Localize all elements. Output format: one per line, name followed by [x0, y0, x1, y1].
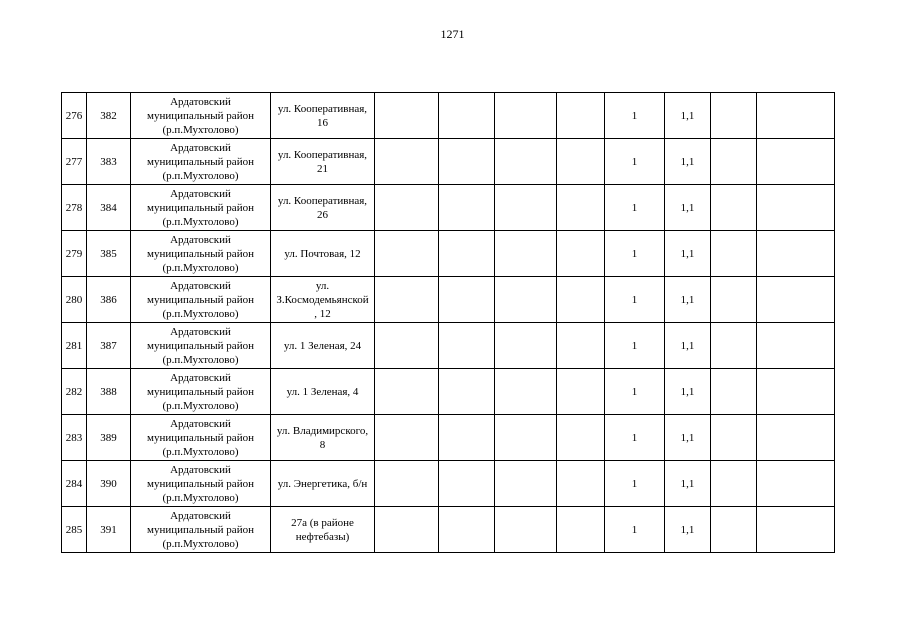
object-id-cell: 385: [87, 231, 131, 277]
col8-cell: [557, 277, 605, 323]
address-cell: [271, 139, 375, 185]
object-id-cell: 388: [87, 369, 131, 415]
address-line: нефтебазы): [295, 530, 350, 543]
col6-cell: [439, 139, 495, 185]
district-line: муниципальный район: [147, 247, 254, 260]
district-cell: [131, 231, 271, 277]
col6-cell: [439, 185, 495, 231]
table-row: [62, 139, 835, 185]
row-number-cell: 279: [62, 231, 87, 277]
district-line: муниципальный район: [147, 293, 254, 306]
col12-cell: [757, 277, 835, 323]
district-cell: [131, 139, 271, 185]
district-cell: [131, 507, 271, 553]
row-number-cell: 283: [62, 415, 87, 461]
object-id-cell: 390: [87, 461, 131, 507]
district-line: (р.п.Мухтолово): [162, 491, 239, 504]
district-line: муниципальный район: [147, 109, 254, 122]
col7-cell: [495, 507, 557, 553]
object-id-cell: 387: [87, 323, 131, 369]
district-line: Ардатовский: [170, 417, 231, 430]
value-cell: 1,1: [665, 461, 711, 507]
col12-cell: [757, 461, 835, 507]
address-line: ул. 1 Зеленая, 4: [286, 385, 359, 398]
district-line: Ардатовский: [170, 371, 231, 384]
col12-cell: [757, 185, 835, 231]
value-cell: 1,1: [665, 277, 711, 323]
address-line: ул. Почтовая, 12: [284, 247, 361, 260]
col12-cell: [757, 231, 835, 277]
address-cell: [271, 323, 375, 369]
col7-cell: [495, 93, 557, 139]
table-row: [62, 323, 835, 369]
col5-cell: [375, 323, 439, 369]
count-cell: 1: [605, 93, 665, 139]
district-line: (р.п.Мухтолово): [162, 353, 239, 366]
col7-cell: [495, 415, 557, 461]
count-cell: 1: [605, 461, 665, 507]
address-cell: [271, 231, 375, 277]
count-cell: 1: [605, 507, 665, 553]
address-line: З.Космодемьянской: [276, 293, 369, 306]
district-cell: [131, 185, 271, 231]
col7-cell: [495, 139, 557, 185]
object-id-cell: 391: [87, 507, 131, 553]
district-line: Ардатовский: [170, 463, 231, 476]
district-line: Ардатовский: [170, 141, 231, 154]
district-line: (р.п.Мухтолово): [162, 399, 239, 412]
col6-cell: [439, 415, 495, 461]
address-line: 27а (в районе: [291, 516, 354, 529]
value-cell: 1,1: [665, 185, 711, 231]
row-number-cell: 277: [62, 139, 87, 185]
district-line: Ардатовский: [170, 95, 231, 108]
table-row: [62, 277, 835, 323]
data-table: [61, 92, 835, 553]
col8-cell: [557, 461, 605, 507]
district-cell: [131, 93, 271, 139]
address-line: ул. Кооперативная,: [277, 194, 368, 207]
object-id-cell: 384: [87, 185, 131, 231]
col8-cell: [557, 507, 605, 553]
district-line: муниципальный район: [147, 477, 254, 490]
value-cell: 1,1: [665, 139, 711, 185]
address-cell: [271, 415, 375, 461]
address-cell: [271, 93, 375, 139]
district-cell: [131, 323, 271, 369]
col6-cell: [439, 323, 495, 369]
col8-cell: [557, 369, 605, 415]
address-line: ул. Владимирского,: [276, 424, 369, 437]
col5-cell: [375, 415, 439, 461]
address-line: ул. Кооперативная,: [277, 102, 368, 115]
table-row: [62, 369, 835, 415]
count-cell: 1: [605, 231, 665, 277]
district-line: муниципальный район: [147, 339, 254, 352]
col11-cell: [711, 93, 757, 139]
district-line: Ардатовский: [170, 187, 231, 200]
row-number-cell: 282: [62, 369, 87, 415]
row-number-cell: 278: [62, 185, 87, 231]
col11-cell: [711, 369, 757, 415]
address-line: 16: [317, 116, 328, 129]
address-line: , 12: [314, 307, 331, 320]
object-id-cell: 389: [87, 415, 131, 461]
col11-cell: [711, 231, 757, 277]
page-number: 1271: [440, 27, 465, 41]
col7-cell: [495, 231, 557, 277]
col7-cell: [495, 461, 557, 507]
address-line: ул. 1 Зеленая, 24: [283, 339, 362, 352]
col5-cell: [375, 277, 439, 323]
district-line: муниципальный район: [147, 385, 254, 398]
col11-cell: [711, 139, 757, 185]
count-cell: 1: [605, 369, 665, 415]
col6-cell: [439, 277, 495, 323]
table-row: [62, 185, 835, 231]
table-row: [62, 231, 835, 277]
col8-cell: [557, 185, 605, 231]
col6-cell: [439, 231, 495, 277]
row-number-cell: 281: [62, 323, 87, 369]
count-cell: 1: [605, 415, 665, 461]
value-cell: 1,1: [665, 231, 711, 277]
col6-cell: [439, 507, 495, 553]
col8-cell: [557, 415, 605, 461]
district-line: муниципальный район: [147, 201, 254, 214]
col7-cell: [495, 323, 557, 369]
col5-cell: [375, 185, 439, 231]
count-cell: 1: [605, 323, 665, 369]
col12-cell: [757, 139, 835, 185]
col11-cell: [711, 277, 757, 323]
col12-cell: [757, 415, 835, 461]
district-line: (р.п.Мухтолово): [162, 123, 239, 136]
col5-cell: [375, 461, 439, 507]
value-cell: 1,1: [665, 369, 711, 415]
address-line: 21: [317, 162, 328, 175]
col5-cell: [375, 369, 439, 415]
col5-cell: [375, 231, 439, 277]
value-cell: 1,1: [665, 507, 711, 553]
object-id-cell: 386: [87, 277, 131, 323]
address-cell: [271, 277, 375, 323]
district-line: (р.п.Мухтолово): [162, 445, 239, 458]
value-cell: 1,1: [665, 415, 711, 461]
address-line: ул. Энергетика, б/н: [277, 477, 368, 490]
col8-cell: [557, 139, 605, 185]
address-cell: [271, 369, 375, 415]
value-cell: 1,1: [665, 323, 711, 369]
district-line: муниципальный район: [147, 155, 254, 168]
district-line: Ардатовский: [170, 509, 231, 522]
row-number-cell: 280: [62, 277, 87, 323]
col5-cell: [375, 507, 439, 553]
table-row: [62, 507, 835, 553]
address-line: 8: [319, 438, 326, 451]
col11-cell: [711, 185, 757, 231]
address-line: ул. Кооперативная,: [277, 148, 368, 161]
col8-cell: [557, 231, 605, 277]
district-line: (р.п.Мухтолово): [162, 169, 239, 182]
col5-cell: [375, 93, 439, 139]
col7-cell: [495, 185, 557, 231]
district-line: муниципальный район: [147, 431, 254, 444]
district-cell: [131, 415, 271, 461]
col7-cell: [495, 277, 557, 323]
count-cell: 1: [605, 277, 665, 323]
table-row: [62, 461, 835, 507]
col12-cell: [757, 369, 835, 415]
col8-cell: [557, 323, 605, 369]
address-cell: [271, 185, 375, 231]
district-line: (р.п.Мухтолово): [162, 537, 239, 550]
district-cell: [131, 461, 271, 507]
row-number-cell: 284: [62, 461, 87, 507]
count-cell: 1: [605, 185, 665, 231]
col6-cell: [439, 461, 495, 507]
col6-cell: [439, 369, 495, 415]
col7-cell: [495, 369, 557, 415]
district-cell: [131, 369, 271, 415]
row-number-cell: 285: [62, 507, 87, 553]
district-line: (р.п.Мухтолово): [162, 307, 239, 320]
col12-cell: [757, 507, 835, 553]
object-id-cell: 383: [87, 139, 131, 185]
table-row: [62, 93, 835, 139]
district-line: (р.п.Мухтолово): [162, 215, 239, 228]
address-cell: [271, 507, 375, 553]
col12-cell: [757, 323, 835, 369]
table-body: [62, 93, 835, 553]
col11-cell: [711, 461, 757, 507]
address-line: 26: [317, 208, 328, 221]
district-line: Ардатовский: [170, 233, 231, 246]
table-row: [62, 415, 835, 461]
col8-cell: [557, 93, 605, 139]
value-cell: 1,1: [665, 93, 711, 139]
district-line: Ардатовский: [170, 279, 231, 292]
col5-cell: [375, 139, 439, 185]
col11-cell: [711, 507, 757, 553]
col12-cell: [757, 93, 835, 139]
row-number-cell: 276: [62, 93, 87, 139]
address-line: ул.: [315, 279, 330, 292]
col11-cell: [711, 415, 757, 461]
district-cell: [131, 277, 271, 323]
address-cell: [271, 461, 375, 507]
col11-cell: [711, 323, 757, 369]
count-cell: 1: [605, 139, 665, 185]
col6-cell: [439, 93, 495, 139]
district-line: Ардатовский: [170, 325, 231, 338]
district-line: (р.п.Мухтолово): [162, 261, 239, 274]
district-line: муниципальный район: [147, 523, 254, 536]
object-id-cell: 382: [87, 93, 131, 139]
